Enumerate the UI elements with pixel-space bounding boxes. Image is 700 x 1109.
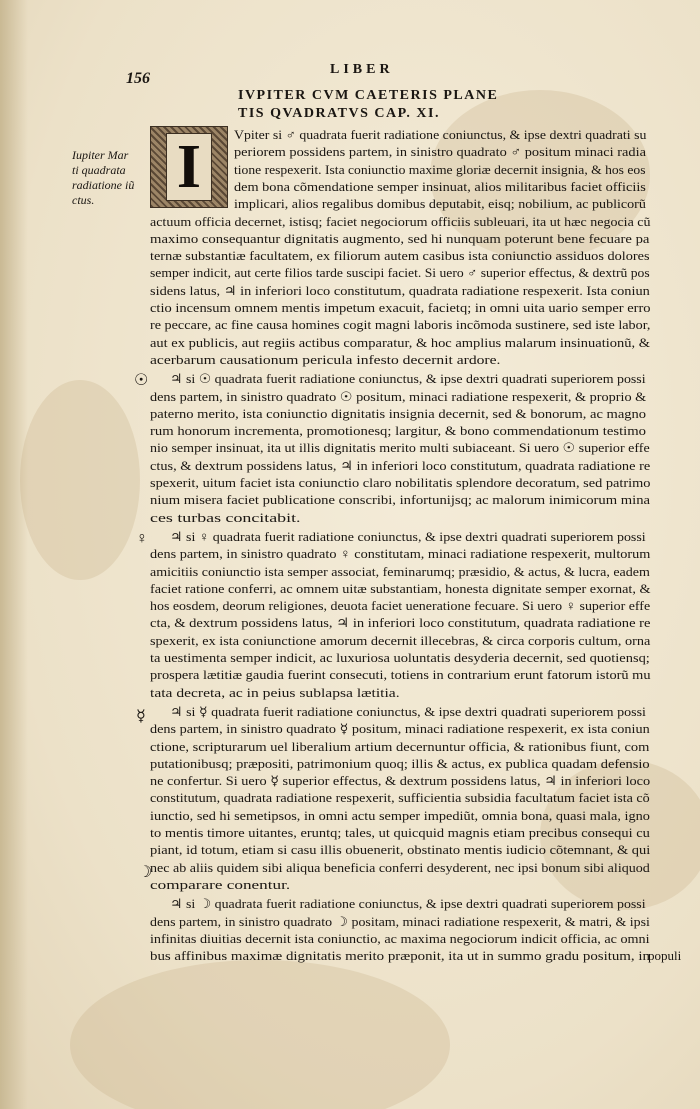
text-line: rum honorum incrementa, promotionesq; largitur, & bono commendationum testimo [150,423,646,439]
paper-stain [20,380,140,580]
chapter-heading: TIS QVADRATVS CAP. XI. [238,106,440,121]
text-line: ne confertur. Si uero ☿ superior effectus, & dextrum possidens latus, ♃ in inferiori loco [150,773,651,789]
drop-cap-letter: I [166,133,212,201]
text-line: comparare conentur. [150,876,291,892]
sun-symbol-icon: ☉ [134,372,149,389]
text-line: semper indicit, aut certe filios tarde suscipi faciet. Si uero ♂ superior effectus, & dextrũ pos [150,265,650,281]
margin-note-line: Iupiter Mar [72,148,129,162]
mercury-symbol-icon: ☿ [136,708,146,725]
text-line: faciet ratione conferri, ac omnem uitæ substantiam, honesta dignitate semper exornat, & [150,580,651,596]
text-line: dem bona cõmendatione semper insinuat, alios militaribus faciet officiis [234,178,646,194]
text-line: nio semper insinuat, ita ut illis dignitatis merito multi subiaceant. Si uero ☉ superior effe [150,440,650,456]
text-line: dens partem, in sinistro quadrato ♀ constitutam, minaci radiatione respexerit, multorum [150,546,651,562]
text-line: ♃ si ♀ quadrata fuerit radiatione coniunctus, & ipse dextri quadrati superiorem possi [170,528,646,544]
text-line: re peccare, ac fine causa homines cogit magni laboris incõmoda sustinere, sed iste labor, [150,317,651,333]
text-line: piant, id totum, etiam si casu illis obuenerit, obstinato mentis iudicio cõtemnant, & qui [150,842,651,858]
text-line: dens partem, in sinistro quadrato ☿ positum, minaci radiatione respexerit, ex ista coniun [150,721,650,737]
text-line: ♃ si ☿ quadrata fuerit radiatione coniunctus, & ipse dextri quadrati superiorem possi [170,703,646,719]
paper-stain [70,960,450,1109]
text-line: paterno merito, ista coniunctio dignitatis insignia decernit, sed & bonorum, ac magno [150,405,647,421]
text-line: ta uestimenta semper indicit, ac luxuriosa uoluntatis desyderia decernit, sed quotiensq; [150,650,650,665]
page-gutter-shadow [0,0,28,1109]
catchword: populi [648,948,682,963]
text-line: amicitiis coniunctio ista semper associat, feminarumq; præsidio, & actus, & lucra, eadem [150,563,650,579]
text-line: putationibusq; præpositi, patrimonium quoq; illis & actus, ex publica quadam defensio [150,755,650,771]
text-line: spexerit, uitum faciet ista coniunctio claro nobilitatis splendore decoratum, sed patrimo [150,475,651,490]
text-line: implicari, alios regalibus domibus deputabit, eisq; nobilium, ac publicorũ [234,196,646,212]
folio-number: 156 [126,70,150,87]
margin-note [72,148,150,208]
text-line: spexerit, ex ista coniunctione amorum decernit illecebras, & circa corporis cultum, orna [150,632,651,648]
text-line: tione respexerit. Ista coniunctio maxime gloriæ decernit insignia, & hos eos [234,161,646,177]
margin-note-line: radiatione iũ [72,178,135,192]
text-line: ctione, scripturarum uel liberalium artium decernuntur officia, & rationibus fiunt, com [150,738,650,754]
running-head: LIBER [330,62,394,77]
text-line: constitutum, quadrata radiatione respexerit, sufficientia subsidia facultatum faciet ista cõ [150,790,650,806]
chapter-heading: IVPITER CVM CAETERIS PLANE [238,88,499,103]
text-line: nec ab aliis quidem sibi aliqua beneficia conferri desyderent, nec ipsi bonum sibi aliquod [150,859,650,875]
moon-symbol-icon: ☽ [138,864,153,881]
text-line: actuum officia decernet, istisq; faciet negociorum officiis subleuari, ita ut hæc negocia cũ [150,213,651,229]
text-line: infinitas diuitias decernit ista coniunctio, ac maxima negociorum indicit officia, ac omni [150,930,650,946]
text-line: acerbarum causationum pericula infesto decernit ardore. [150,351,501,367]
text-line: to mentis timore uitantes, eruntq; tales, ut quicquid magnis etiam precibus consequi cu [150,825,650,840]
text-line: dens partem, in sinistro quadrato ☽ positam, minaci radiatione respexerit, & matri, & ipsi [150,913,650,929]
margin-note-line: ctus. [72,193,95,207]
decorated-initial [150,126,228,208]
text-line: ces turbas concitabit. [150,509,301,525]
text-line: tata decreta, ac in peius sublapsa lætitia. [150,684,400,700]
text-line: ♃ si ☉ quadrata fuerit radiatione coniunctus, & ipse dextri quadrati superiorem possi [170,371,646,387]
text-line: ♃ si ☽ quadrata fuerit radiatione coniunctus, & ipse dextri quadrati superiorem possi [170,896,646,912]
text-line: aut ex publicis, aut regiis actibus comparatur, & hoc amplius malarum insinuationũ, & [150,334,650,350]
text-line: prospera lætitiæ gaudia fuerint consecuti, totiens in contrarium erunt fatorum istorũ mu [150,667,651,683]
text-line: hos eosdem, deorum religiones, deuota faciet ueneratione fecuare. Si uero ♀ superior effe [150,598,651,614]
text-line: ctio incensum omnem mentis impetum exacuit, facietq; in omni uita uario semper erro [150,300,651,315]
margin-note-line: ti quadrata [72,163,126,177]
text-line: sidens latus, ♃ in inferiori loco constitutum, quadrata radiatione respexerit. Ista coniun [150,282,650,298]
text-line: periorem possidens partem, in sinistro quadrato ♂ positum minaci radia [234,144,646,160]
venus-symbol-icon: ♀ [136,530,148,547]
text-line: Vpiter si ♂ quadrata fuerit radiatione coniunctus, & ipse dextri quadrati su [234,127,647,142]
text-line: cta, & dextrum possidens latus, ♃ in inferiori loco constitutum, quadrata radiatione re [150,615,651,631]
text-line: dens partem, in sinistro quadrato ☉ positum, minaci radiatione respexerit, & proprio & [150,388,647,404]
text-line: iunctio, sed hi semetipsos, in omni actu semper impediũt, omnia bona, quasi mala, igno [150,807,650,823]
text-line: nium misera faciet publicatione conscribi, infortunijsq; ac malorum inimicorum mina [150,492,651,508]
text-line: maximo consequantur dignitatis augmento, sed hi nunquam poterunt bene fecuare pa [150,230,650,246]
text-line: ctus, & dextrum possidens latus, ♃ in inferiori loco constitutum, quadrata radiatione re [150,457,651,473]
text-line: bus affinibus maximæ dignitatis merito præponit, ita ut in summo gradu positum, in [150,948,650,964]
text-line: ternæ substantiæ facultatem, ex filiorum autem casibus ista coniunctio assiduos dolores [150,248,650,264]
